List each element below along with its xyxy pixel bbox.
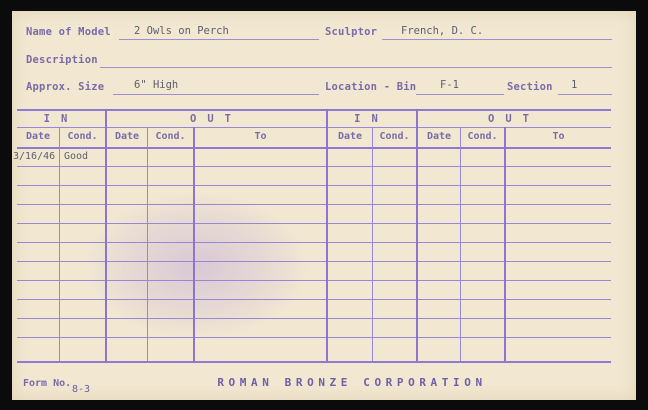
record-card: [12, 11, 636, 400]
col-header-to: To: [254, 131, 267, 142]
col-header-cond: Cond.: [379, 131, 410, 142]
section-label: Section: [507, 81, 553, 93]
col-header-cond: Cond.: [67, 131, 98, 142]
col-divider-group: [105, 109, 107, 361]
col-header-to: To: [552, 131, 565, 142]
company-name: ROMAN BRONZE CORPORATION: [217, 376, 487, 389]
col-divider-group: [416, 109, 418, 361]
group-in-left: IN: [43, 113, 79, 125]
group-out-left: OUT: [190, 113, 242, 125]
description-label: Description: [26, 54, 98, 66]
sculptor-label: Sculptor: [325, 26, 378, 38]
row-cond-in: Good: [64, 151, 89, 162]
approx-size-label: Approx. Size: [26, 81, 105, 93]
col-header-cond: Cond.: [467, 131, 498, 142]
name-of-model-label: Name of Model: [26, 26, 111, 38]
col-divider: [193, 127, 195, 361]
row-date-in: 3/16/46: [13, 151, 56, 162]
location-bin-value: F-1: [440, 79, 459, 91]
table-bottom-border: [17, 361, 611, 363]
group-out-right: OUT: [488, 113, 540, 125]
col-header-date: Date: [25, 131, 51, 142]
location-bin-label: Location - Bin: [325, 81, 417, 93]
group-in-right: IN: [354, 113, 389, 125]
name-underline: [119, 39, 319, 40]
description-underline: [100, 67, 612, 68]
section-underline: [558, 94, 612, 95]
sculptor-underline: [382, 39, 612, 40]
col-divider: [59, 127, 60, 361]
col-header-date: Date: [114, 131, 140, 142]
form-number-value: 8-3: [72, 384, 91, 395]
form-number-label: Form No.: [23, 378, 72, 389]
col-divider: [504, 127, 506, 361]
col-header-cond: Cond.: [155, 131, 186, 142]
name-of-model-value: 2 Owls on Perch: [134, 25, 229, 37]
approx-size-value: 6" High: [134, 79, 179, 91]
col-header-date: Date: [337, 131, 363, 142]
sculptor-value: French, D. C.: [401, 25, 484, 37]
col-divider: [147, 127, 148, 361]
col-divider: [460, 127, 461, 361]
col-header-date: Date: [426, 131, 452, 142]
location-underline: [416, 94, 504, 95]
col-divider: [372, 127, 373, 361]
section-value: 1: [571, 79, 578, 91]
col-divider-half: [326, 109, 328, 361]
size-underline: [113, 94, 319, 95]
